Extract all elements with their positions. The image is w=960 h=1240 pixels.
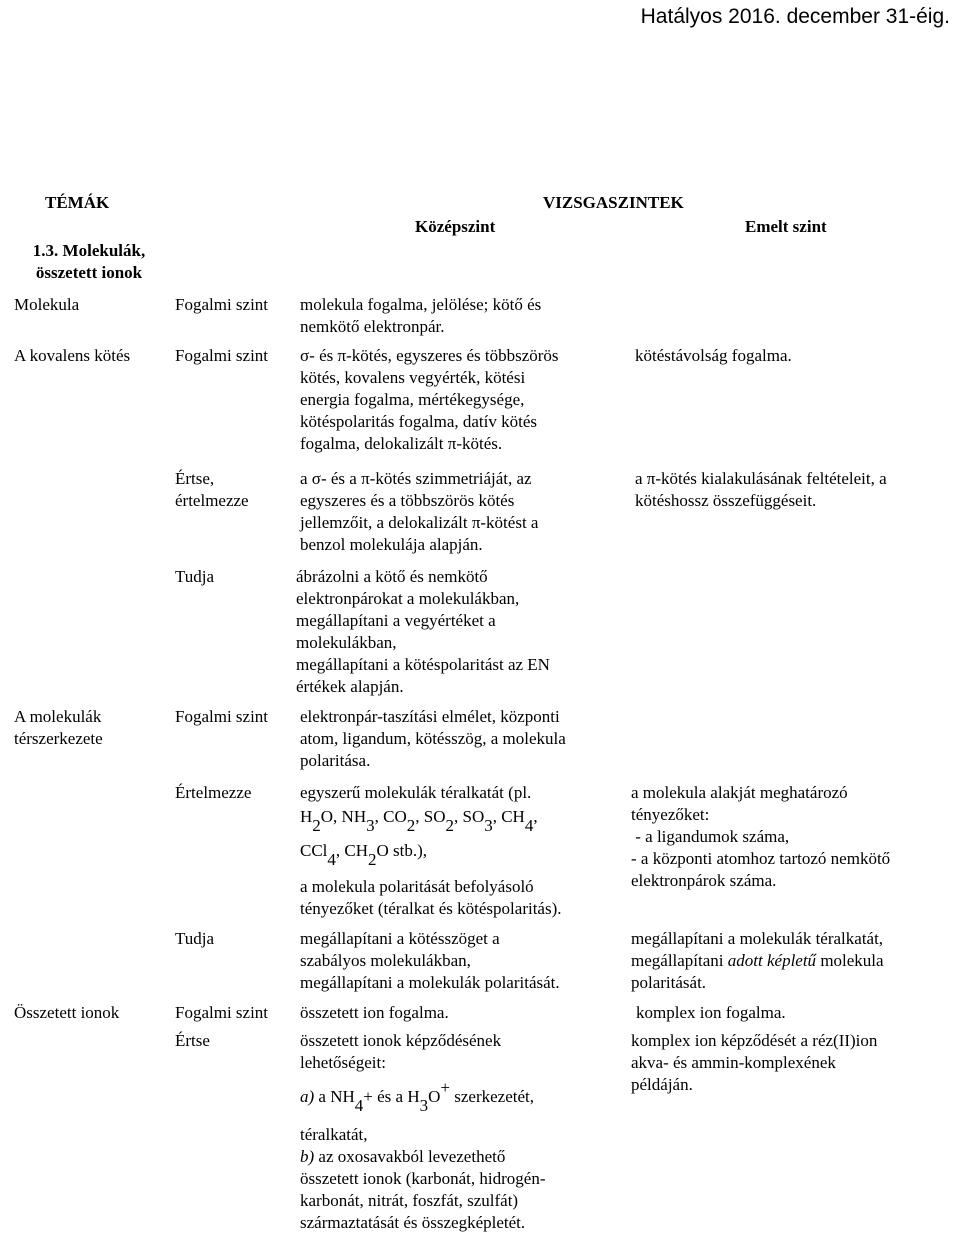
topic-covalent-bond: A kovalens kötés — [14, 346, 131, 365]
complex-understand-adv-text: komplex ion képződését a réz(II)ion akva- és ammin-komplexének példáján. — [631, 1031, 878, 1094]
complex-understand-mid-intro: összetett ionok képződésének lehetőségeit: — [300, 1031, 502, 1072]
complex-item-b-rest: összetett ionok (karbonát, hidrogén- karbonát, nitrát, foszfát, szulfát) származtatását és összegképletét. — [300, 1169, 546, 1232]
complex-adv-text: komplex ion fogalma. — [636, 1003, 786, 1022]
covalent-adv-text: kötéstávolság fogalma. — [635, 346, 792, 365]
topic-molecule: Molekula — [14, 295, 80, 314]
complex-item-a-cont: téralkatát, — [300, 1125, 368, 1144]
shape-know-mid-text: megállapítani a kötésszöget a szabályos molekulákban, megállapítani a molekulák polaritását. — [300, 929, 560, 992]
level-concept: Fogalmi szint — [175, 346, 269, 365]
level-concept: Fogalmi szint — [175, 1003, 269, 1022]
molecule-mid-text: molekula fogalma, jelölése; kötő és nemkötő elektronpár. — [300, 295, 542, 336]
level-concept: Fogalmi szint — [175, 707, 269, 726]
complex-item-a: a) a $NH_4+$ és a $H_3O^+$ szerkezetét, — [300, 1078, 534, 1115]
shape-interpret-formulas-2: CCl$_4$, $CH_2O$ stb.), — [300, 841, 428, 869]
validity-header: Hatályos 2016. december 31-éig. — [640, 5, 950, 28]
level-understand-interpret: Értse, értelmezze — [175, 469, 249, 510]
covalent-understand-mid-text: a σ- és a π-kötés szimmetriáját, az egyszeres és a többszörös kötés jellemzőit, a delokalizált π-kötést a benzol molekulája alapján. — [300, 469, 539, 554]
level-know: Tudja — [175, 567, 215, 586]
shape-know-adv-text: megállapítani a molekulák téralkatát, megállapítani adott képletű molekula polaritását. — [631, 929, 884, 992]
level-know: Tudja — [175, 929, 215, 948]
level-concept: Fogalmi szint — [175, 295, 269, 314]
topic-complex-ions: Összetett ionok — [14, 1003, 120, 1022]
shape-interpret-intro: egyszerű molekulák téralkatát (pl. — [300, 783, 532, 802]
section-title: 1.3. Molekulák, összetett ionok — [32, 241, 146, 282]
col-exam-levels-header: VIZSGASZINTEK — [543, 193, 684, 212]
level-interpret: Értelmezze — [175, 783, 252, 802]
covalent-understand-adv-text: a π-kötés kialakulásának feltételeit, a kötéshossz összefüggéseit. — [635, 469, 887, 510]
col-topics-header: TÉMÁK — [45, 193, 110, 212]
complex-item-b: b) az oxosavakból levezethető — [300, 1147, 506, 1166]
shape-interpret-adv-text: a molekula alakját meghatározó tényezőket: - a ligandumok száma, - a központi atomhoz tartozó nemkötő elektronpárok száma. — [631, 783, 891, 890]
col-advanced-level-header: Emelt szint — [745, 217, 827, 236]
topic-molecular-shape: A molekulák térszerkezete — [14, 707, 103, 748]
covalent-know-mid-text: ábrázolni a kötő és nemkötő elektronpárokat a molekulákban, megállapítani a vegyértéket a molekulákban, megállapítani a kötéspolaritást az EN értékek alapján. — [296, 567, 550, 696]
covalent-mid-text: σ- és π-kötés, egyszeres és többszörös kötés, kovalens vegyérték, kötési energia fogalma, mértékegysége, kötéspolaritás fogalma, datív kötés fogalma, delokalizált π-kötés. — [300, 346, 559, 453]
col-mid-level-header: Középszint — [415, 217, 496, 236]
shape-mid-text: elektronpár-taszítási elmélet, központi atom, ligandum, kötésszög, a molekula polaritása. — [300, 707, 566, 770]
shape-interpret-mid-rest: a molekula polaritását befolyásoló tényezőket (téralkat és kötéspolaritás). — [300, 877, 562, 918]
level-understand: Értse — [175, 1031, 210, 1050]
shape-interpret-formulas-1: $H_2O$, $NH_3$, $CO_2$, $SO_2$, $SO_3$, $CH_4$, — [300, 807, 538, 835]
complex-mid-text: összetett ion fogalma. — [300, 1003, 449, 1022]
